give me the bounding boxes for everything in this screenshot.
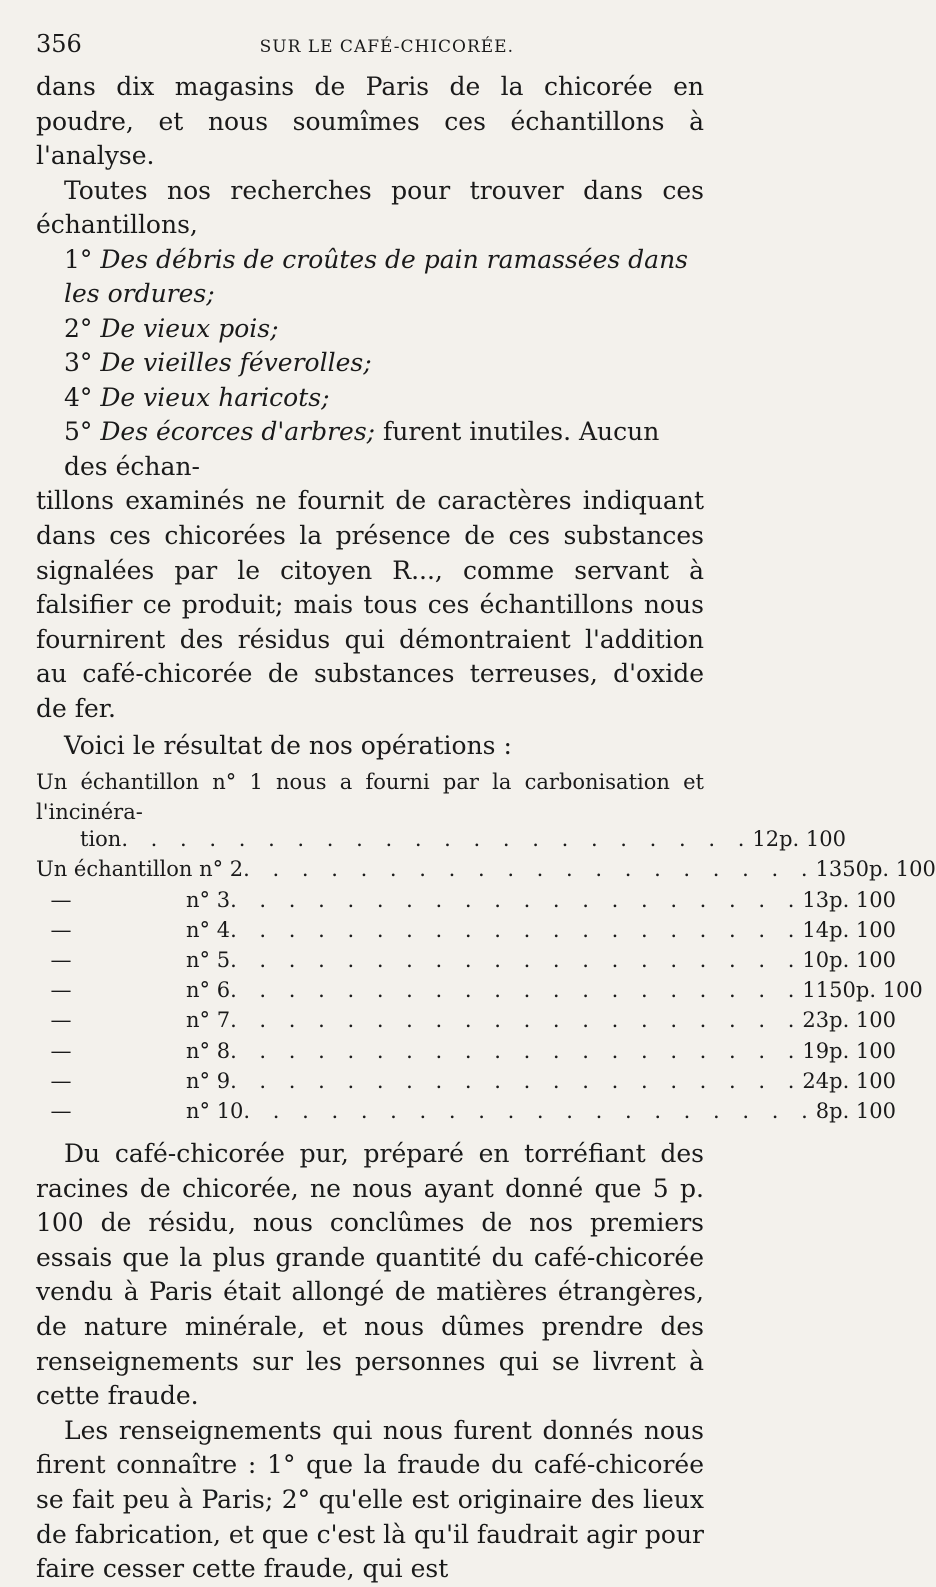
leader-dots: . . . . . . . . . . . . . . . . . . . . . .: [121, 827, 753, 852]
table-row: [36, 857, 936, 887]
leader-dots: . . . . . . . . . . . . . . . . . . . .: [230, 887, 803, 912]
paragraph-1: dans dix magasins de Paris de la chicorée en poudre, et nous soumîmes ces échantillons à l'analyse.: [36, 72, 704, 171]
ditto-dash: —: [50, 947, 72, 972]
paragraph-6: Les renseignements qui nous furent donnés nous firent connaître : 1° que la fraude du café-chicorée se fait peu à Paris; 2° qu'elle est originaire des lieux de fabrication, et que c'est là qu'il faudrait agir pour faire cesser cette fraude, qui est: [36, 1415, 704, 1584]
row-label: n° 2: [199, 857, 244, 882]
leader-dots: . . . . . . . . . . . . . . . . . . . .: [230, 1008, 803, 1033]
row-label: n° 6: [186, 978, 231, 1003]
table-row: [36, 1068, 897, 1099]
row-value: 13: [802, 887, 830, 912]
table-row: [36, 917, 897, 948]
table-intro: Un échantillon n° 1 nous a fourni par la carbonisation et l'incinéra-: [36, 770, 704, 825]
row-unit: p. 100: [829, 1038, 897, 1063]
leader-dots: . . . . . . . . . . . . . . . . . . . .: [230, 917, 803, 942]
table-rows: [36, 857, 936, 1129]
list-item: 5° Des écorces d'arbres; furent inutiles. Aucun des échan-: [64, 417, 660, 481]
ditto-dash: —: [50, 1008, 72, 1033]
list-item: 3° De vieilles féverolles;: [64, 348, 372, 378]
page-header: [36, 30, 704, 70]
row-value: 14: [802, 917, 830, 942]
row-unit: p. 100: [829, 1068, 897, 1093]
ditto-dash: —: [50, 1068, 72, 1093]
row-value: 11: [802, 978, 830, 1003]
substance-list: [36, 243, 704, 485]
row-label: n° 3: [186, 887, 231, 912]
leader-dots: . . . . . . . . . . . . . . . . . . . .: [230, 1068, 803, 1093]
row-label: n° 8: [186, 1038, 231, 1063]
paragraph-5: Du café-chicorée pur, préparé en torréfiant des racines de chicorée, ne nous ayant donné que 5 p. 100 de résidu, nous conclûmes de nos premiers essais que la plus grande quantité du café-chicorée vendu à Paris était allongé de matières étrangères, de nature minérale, et nous dûmes prendre des renseignements sur les personnes qui se livrent à cette fraude.: [36, 1139, 704, 1411]
book-page: [36, 30, 936, 1587]
row-label: n° 10: [186, 1098, 244, 1123]
row-label: n° 4: [186, 917, 231, 942]
table-row: [36, 978, 923, 1008]
running-title: SUR LE CAFÉ-CHICORÉE.: [259, 37, 514, 57]
row-value: 12: [752, 827, 780, 852]
row-value: 10: [802, 947, 830, 972]
leader-dots: . . . . . . . . . . . . . . . . . . . .: [230, 1038, 803, 1063]
row-unit: p. 100: [829, 887, 897, 912]
row-label: n° 7: [186, 1008, 231, 1033]
ditto-dash: —: [50, 978, 72, 1003]
paragraph-3: tillons examinés ne fournit de caractères indiquant dans ces chicorées la présence de ces substances signalées par le citoyen R..., comme servant à falsifier ce produit; mais tous ces échantillons nous fournirent des résidus qui démontraient l'addition au café-chicorée de substances terreuses, d'oxide de fer.: [36, 486, 704, 724]
list-item: 1° Des débris de croûtes de pain ramassées dans les ordures;: [64, 244, 688, 309]
list-item: 4° De vieux haricots;: [64, 382, 330, 412]
row-unit: p. 100: [779, 827, 846, 852]
row-unit: p. 100: [829, 1098, 897, 1123]
table-row: [36, 1038, 897, 1069]
row-label: n° 9: [186, 1068, 231, 1093]
paragraph-4: Voici le résultat de nos opérations :: [64, 730, 512, 760]
table-row: [36, 1098, 897, 1129]
list-item: 2° De vieux pois;: [64, 313, 279, 343]
row-unit: p. 100: [868, 857, 936, 882]
page-number: 356: [36, 30, 82, 58]
row-value: 23: [802, 1008, 830, 1033]
row-label: n° 5: [186, 947, 231, 972]
row-value: 8: [815, 1098, 830, 1123]
row-value: 13: [815, 857, 843, 882]
row-unit: p. 100: [829, 947, 897, 972]
results-table: [36, 767, 936, 1129]
leader-dots: . . . . . . . . . . . . . . . . . . . .: [243, 857, 816, 882]
row-value: 24: [802, 1068, 830, 1093]
ditto-dash: —: [50, 887, 72, 912]
leader-dots: . . . . . . . . . . . . . . . . . . . .: [230, 978, 803, 1003]
table-row: [36, 827, 846, 857]
ditto-dash: —: [50, 1098, 72, 1123]
row-fraction: 50: [842, 857, 869, 882]
table-row: [36, 887, 897, 918]
table-row: [36, 1008, 897, 1038]
row-value: 19: [802, 1038, 830, 1063]
row-label: tion: [80, 827, 122, 852]
row-unit: p. 100: [829, 917, 897, 942]
ditto-dash: —: [50, 917, 72, 942]
paragraph-2: Toutes nos recherches pour trouver dans ces échantillons,: [36, 175, 704, 240]
row-fraction: 50: [829, 978, 856, 1003]
ditto-dash: —: [50, 1038, 72, 1063]
row-prefix: Un échantillon: [36, 857, 193, 882]
leader-dots: . . . . . . . . . . . . . . . . . . . .: [230, 947, 803, 972]
row-unit: p. 100: [855, 978, 923, 1003]
leader-dots: . . . . . . . . . . . . . . . . . . . .: [243, 1098, 816, 1123]
row-unit: p. 100: [829, 1008, 897, 1033]
table-row: [36, 947, 897, 978]
